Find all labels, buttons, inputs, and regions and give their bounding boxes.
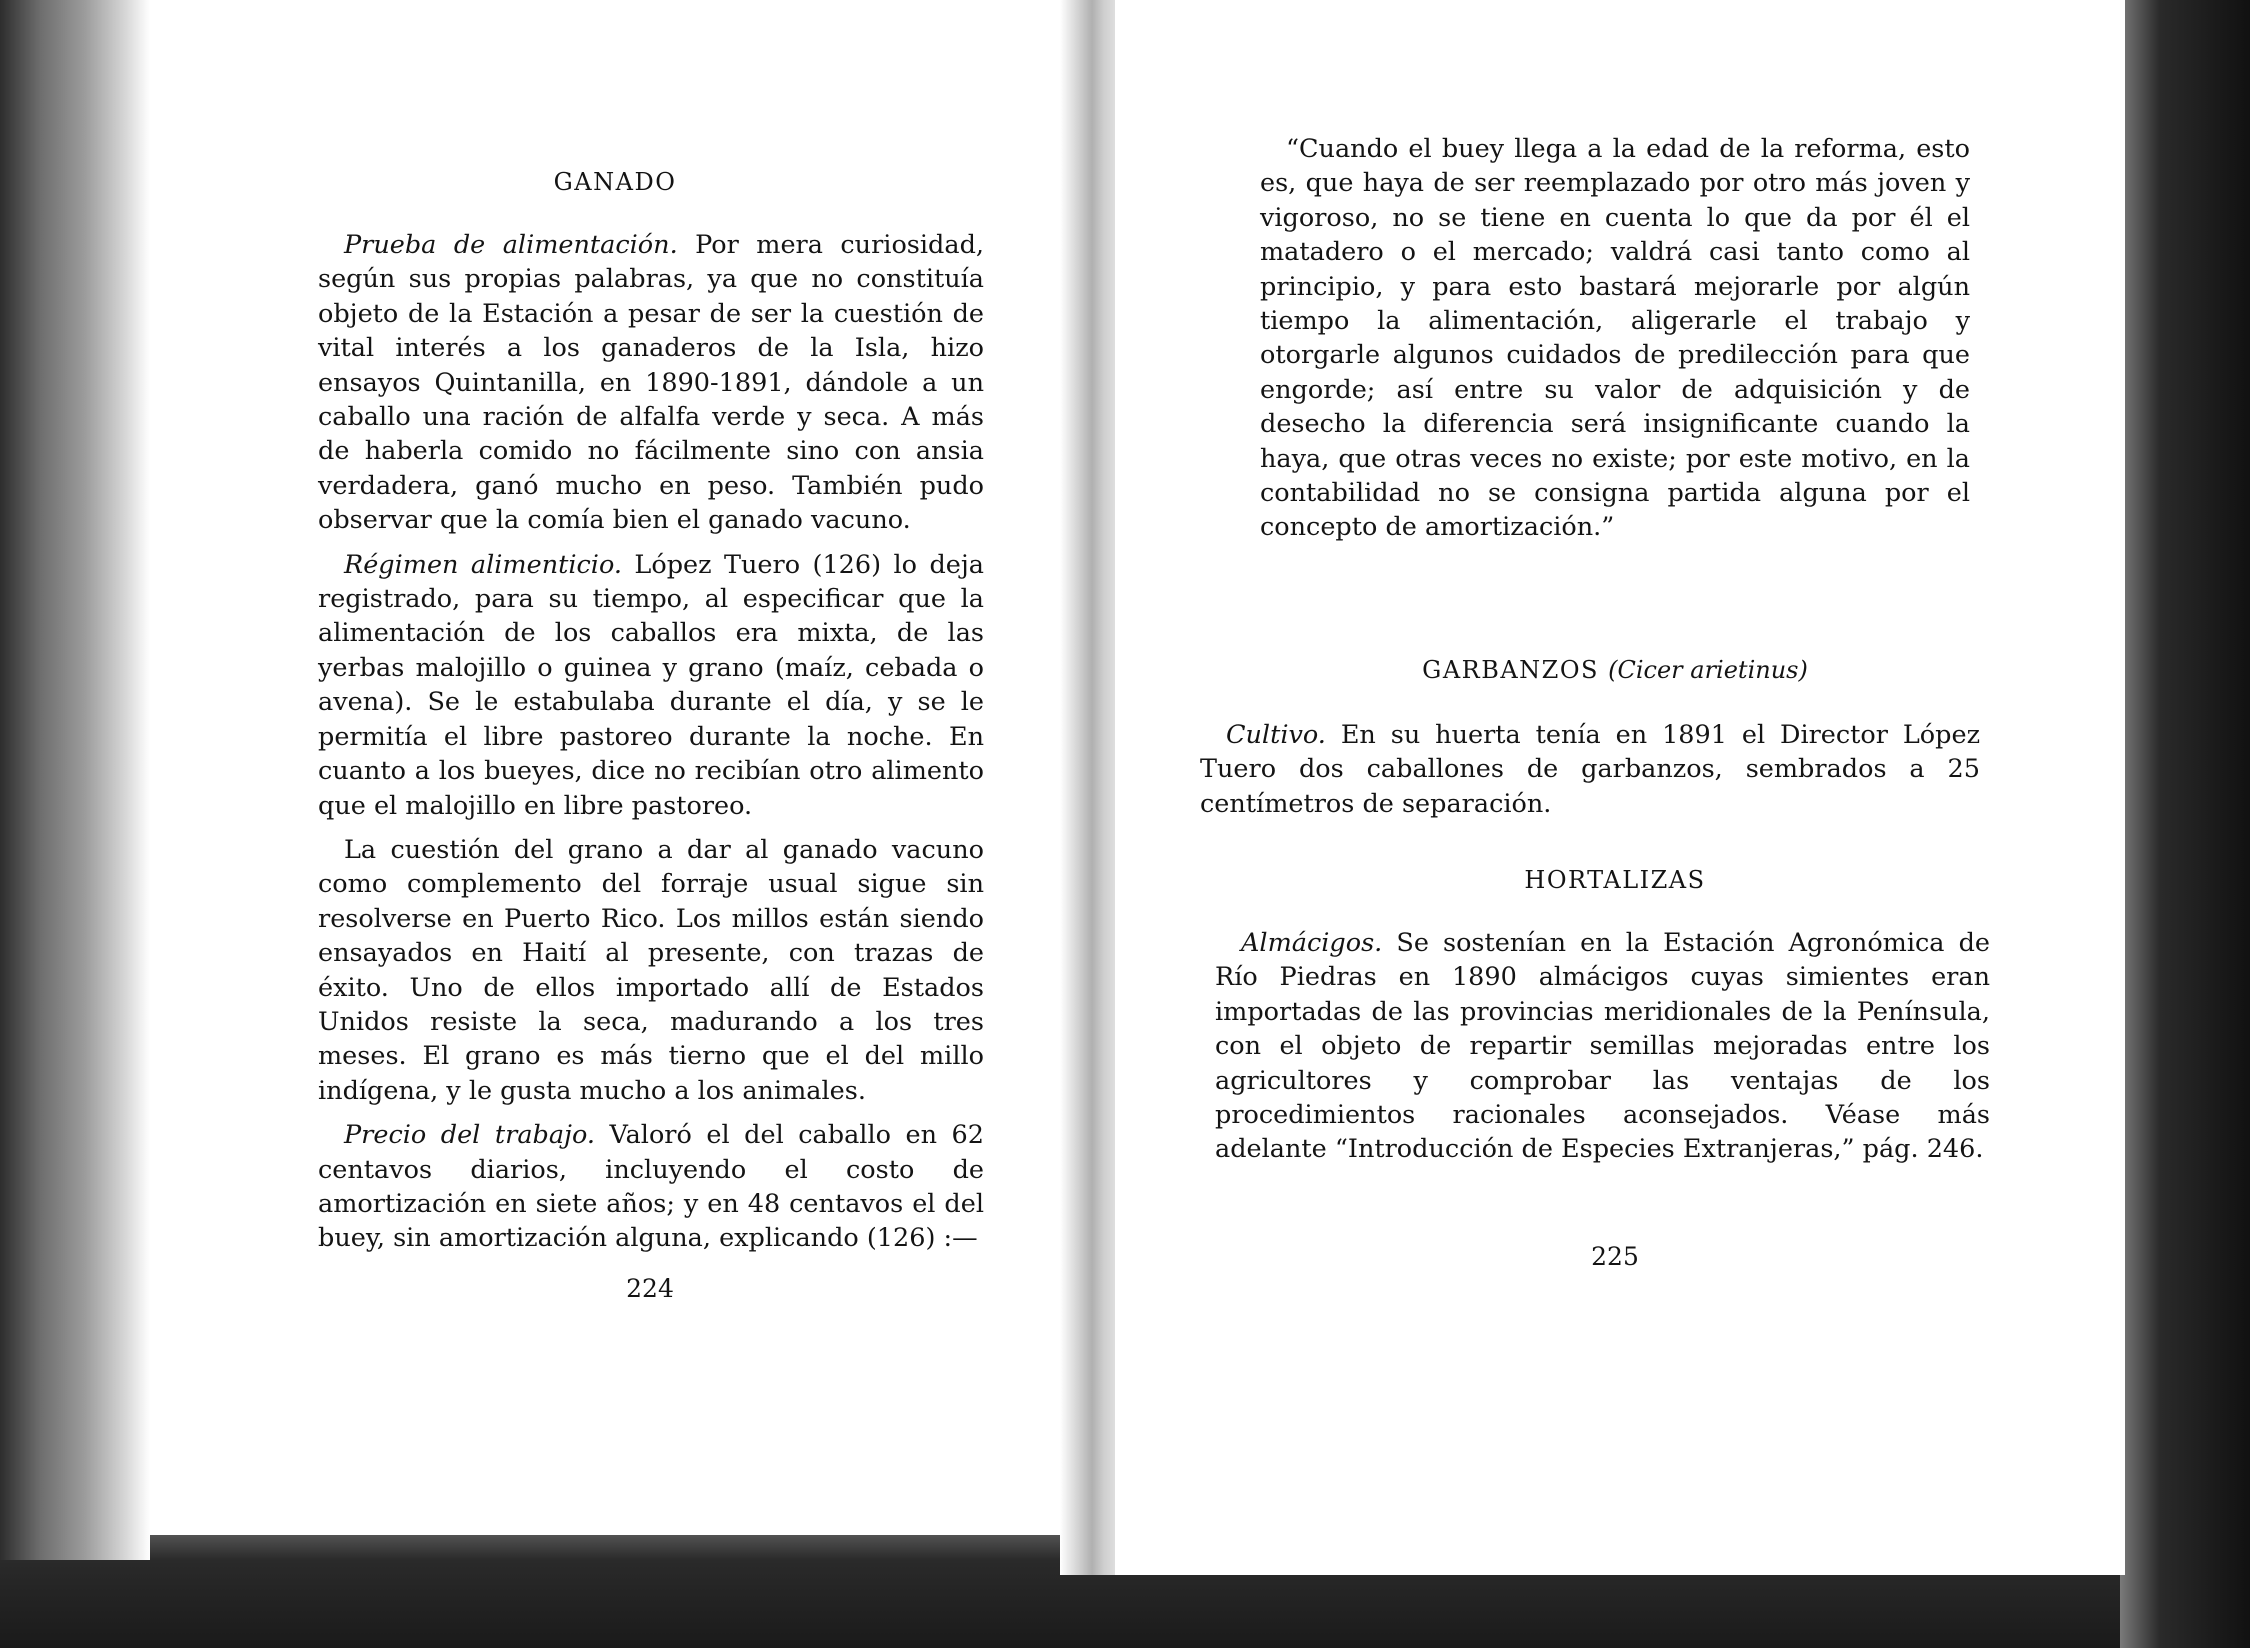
paragraph-regimen bbox=[318, 548, 984, 823]
paragraph-precio bbox=[318, 1118, 984, 1256]
section-title-hortalizas: HORTALIZAS bbox=[1524, 866, 1706, 894]
run-in-heading: Régimen alimenticio. bbox=[344, 549, 622, 580]
title-text: GARBANZOS bbox=[1422, 656, 1599, 684]
run-in-heading: Precio del trabajo. bbox=[344, 1120, 595, 1151]
page-number-right: 225 bbox=[1591, 1242, 1639, 1271]
book-right-edge bbox=[2120, 0, 2250, 1648]
title-latin-name: (Cicer arietinus) bbox=[1608, 656, 1808, 684]
garbanzos-body bbox=[1200, 718, 1980, 831]
paragraph-grano bbox=[318, 833, 984, 1108]
paragraph-text: Por mera curiosidad, según sus propias palabras, ya que no constituía objeto de la Estación a pesar de ser la cuestión de vital interés a los ganaderos de la Isla, hizo ensayos Quintanilla, en 1890-1891, dándole a un caballo una ración de alfalfa verde y seca. A más de haberla comido no fácilmente sino con ansia verdadera, ganó mucho en peso. También pudo observar que la comía bien el ganado vacuno. bbox=[318, 230, 984, 536]
right-page bbox=[1115, 0, 2125, 1575]
paragraph-prueba bbox=[318, 228, 984, 538]
left-body bbox=[318, 228, 984, 1266]
quote-block bbox=[1260, 132, 1970, 555]
hortalizas-body bbox=[1215, 926, 1990, 1177]
paragraph-almacigos bbox=[1215, 926, 1990, 1167]
left-page bbox=[150, 0, 1085, 1535]
paragraph-text: La cuestión del grano a dar al ganado vacuno como complemento del forraje usual sigue sin resolverse en Puerto Rico. Los millos están siendo ensayados en Haití al presente, con trazas de éxito. Uno de ellos importado allí de Estados Unidos resiste la seca, madurando a los tres meses. El grano es más tierno que el del millo indígena, y le gusta mucho a los animales. bbox=[318, 834, 984, 1106]
section-title-garbanzos bbox=[1115, 656, 2115, 684]
run-in-heading: Cultivo. bbox=[1226, 720, 1326, 750]
book-left-edge bbox=[0, 0, 150, 1560]
section-title-ganado: GANADO bbox=[553, 168, 677, 196]
page-number-left: 224 bbox=[626, 1274, 674, 1303]
run-in-heading: Prueba de alimentación. bbox=[344, 230, 678, 260]
quote-paragraph: “Cuando el buey llega a la edad de la reforma, esto es, que haya de ser reemplazado por otro más joven y vigoroso, no se tiene en cuenta lo que da por él el matadero o el mercado; valdrá casi tanto como al principio, y para esto bastará mejorarle por algún tiempo la alimentación, aligerarle el trabajo y otorgarle algunos cuidados de predilección para que engorde; así entre su valor de adquisición y de desecho la diferencia será insignificante cuando la haya, que otras veces no existe; por este motivo, en la contabilidad no se consigna partida alguna por el concepto de amortización.” bbox=[1260, 134, 1970, 543]
paragraph-text: Se sostenían en la Estación Agronómica de Río Piedras en 1890 almácigos cuyas simientes eran importadas de las provincias meridionales de la Península, con el objeto de repartir semillas mejoradas entre los agricultores y comprobar las ventajas de los procedimientos racionales aconsejados. Véase más adelante “Introducción de Especies Extranjeras,” pág. 246. bbox=[1215, 928, 1990, 1165]
paragraph-cultivo bbox=[1200, 718, 1980, 821]
paragraph-text: En su huerta tenía en 1891 el Director López Tuero dos caballones de garbanzos, sembrados a 25 centímetros de separación. bbox=[1200, 720, 1980, 819]
run-in-heading: Almácigos. bbox=[1241, 928, 1383, 958]
paragraph-text: López Tuero (126) lo deja registrado, para su tiempo, al especificar que la alimentación de los caballos era mixta, de las yerbas malojillo o guinea y grano (maíz, cebada o avena). Se le estabulaba durante el día, y se le permitía el libre pastoreo durante la noche. En cuanto a los bueyes, dice no recibían otro alimento que el malojillo en libre pastoreo. bbox=[318, 549, 984, 821]
paragraph-text: Valoró el del caballo en 62 centavos diarios, incluyendo el costo de amortización en siete años; y en 48 centavos el del buey, sin amortización alguna, explicando (126) :— bbox=[318, 1120, 984, 1254]
